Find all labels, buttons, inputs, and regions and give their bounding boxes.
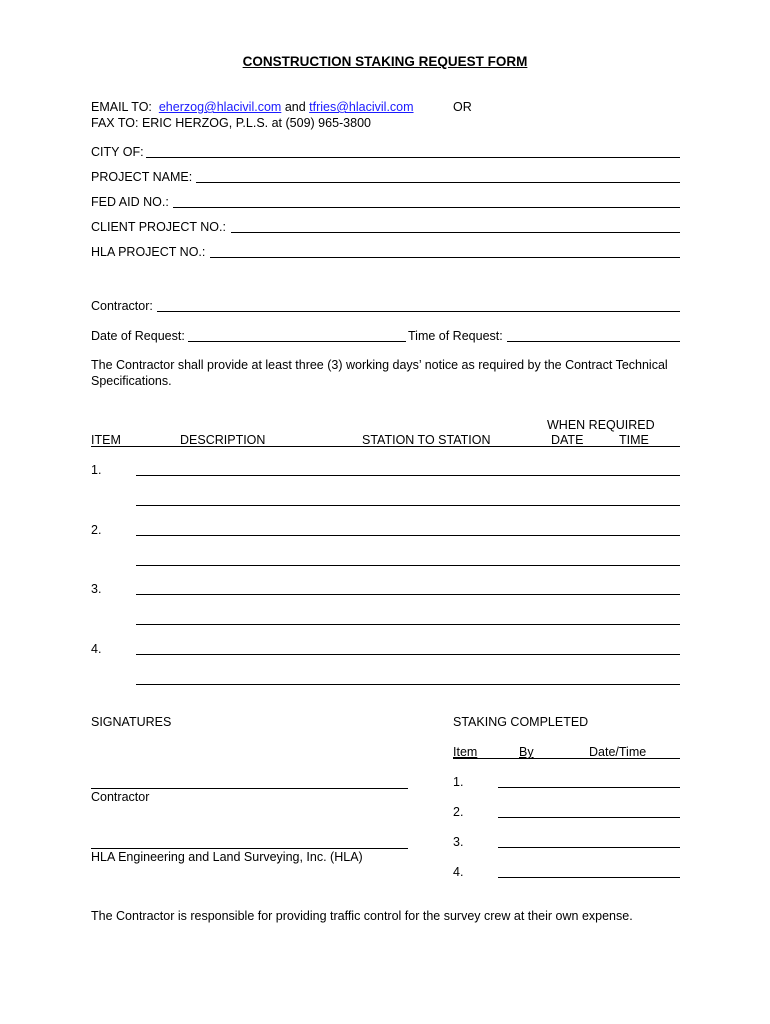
contractor-label: Contractor: bbox=[91, 299, 153, 313]
table-header-rule bbox=[91, 446, 680, 447]
client-project-label: CLIENT PROJECT NO.: bbox=[91, 220, 226, 234]
item-line[interactable] bbox=[136, 654, 680, 655]
hla-project-field[interactable] bbox=[210, 257, 680, 258]
date-of-request-field[interactable] bbox=[188, 341, 406, 342]
staking-item-header: Item bbox=[453, 745, 478, 759]
item-line[interactable] bbox=[136, 684, 680, 685]
station-header: STATION TO STATION bbox=[362, 433, 491, 447]
date-of-request-label: Date of Request: bbox=[91, 329, 185, 343]
client-project-field[interactable] bbox=[231, 232, 680, 233]
city-field[interactable] bbox=[146, 157, 680, 158]
and-text: and bbox=[284, 100, 306, 114]
fed-aid-label: FED AID NO.: bbox=[91, 195, 169, 209]
item-header: ITEM bbox=[91, 433, 121, 447]
project-name-label: PROJECT NAME: bbox=[91, 170, 193, 184]
hla-project-label: HLA PROJECT NO.: bbox=[91, 245, 206, 259]
staking-row-line[interactable] bbox=[498, 877, 680, 878]
project-name-field[interactable] bbox=[196, 182, 680, 183]
or-text: OR bbox=[453, 100, 472, 114]
staking-row-number: 4. bbox=[453, 865, 464, 879]
staking-row-number: 1. bbox=[453, 775, 464, 789]
email-link-eherzog[interactable]: eherzog@hlacivil.com bbox=[158, 100, 282, 114]
item-line[interactable] bbox=[136, 594, 680, 595]
item-number: 2. bbox=[91, 523, 102, 537]
staking-row-number: 3. bbox=[453, 835, 464, 849]
form-title: CONSTRUCTION STAKING REQUEST FORM bbox=[242, 54, 528, 69]
hla-signature-line[interactable] bbox=[91, 848, 408, 849]
contractor-signature-line[interactable] bbox=[91, 788, 408, 789]
staking-by-header: By bbox=[519, 745, 534, 759]
description-header: DESCRIPTION bbox=[180, 433, 266, 447]
contractor-signature-label: Contractor bbox=[91, 790, 150, 804]
staking-row-line[interactable] bbox=[498, 817, 680, 818]
item-line[interactable] bbox=[136, 565, 680, 566]
fed-aid-field[interactable] bbox=[173, 207, 680, 208]
city-label: CITY OF: bbox=[91, 145, 144, 159]
hla-signature-label: HLA Engineering and Land Surveying, Inc. (HLA) bbox=[91, 850, 363, 864]
time-of-request-label: Time of Request: bbox=[408, 329, 503, 343]
staking-row-line[interactable] bbox=[498, 787, 680, 788]
item-line[interactable] bbox=[136, 624, 680, 625]
email-line bbox=[91, 100, 414, 114]
when-required-header: WHEN REQUIRED bbox=[547, 418, 655, 432]
item-number: 4. bbox=[91, 642, 102, 656]
item-line[interactable] bbox=[136, 505, 680, 506]
staking-row-line[interactable] bbox=[498, 847, 680, 848]
item-line[interactable] bbox=[136, 535, 680, 536]
time-header: TIME bbox=[619, 433, 649, 447]
date-header: DATE bbox=[551, 433, 584, 447]
item-number: 3. bbox=[91, 582, 102, 596]
staking-datetime-header: Date/Time bbox=[589, 745, 647, 759]
contractor-field[interactable] bbox=[157, 311, 680, 312]
time-of-request-field[interactable] bbox=[507, 341, 680, 342]
fax-line: FAX TO: ERIC HERZOG, P.L.S. at (509) 965-3800 bbox=[91, 116, 371, 130]
staking-header-rule bbox=[453, 758, 680, 759]
item-line[interactable] bbox=[136, 475, 680, 476]
email-label: EMAIL TO: bbox=[91, 100, 152, 114]
signatures-heading: SIGNATURES bbox=[91, 715, 172, 729]
staking-completed-heading: STAKING COMPLETED bbox=[453, 715, 589, 729]
staking-row-number: 2. bbox=[453, 805, 464, 819]
notice-paragraph: The Contractor shall provide at least three (3) working days’ notice as required by the Contract Technical Specifications. bbox=[91, 358, 668, 388]
footer-note: The Contractor is responsible for providing traffic control for the survey crew at their own expense. bbox=[91, 909, 633, 923]
item-number: 1. bbox=[91, 463, 102, 477]
email-link-tfries[interactable]: tfries@hlacivil.com bbox=[309, 100, 414, 114]
